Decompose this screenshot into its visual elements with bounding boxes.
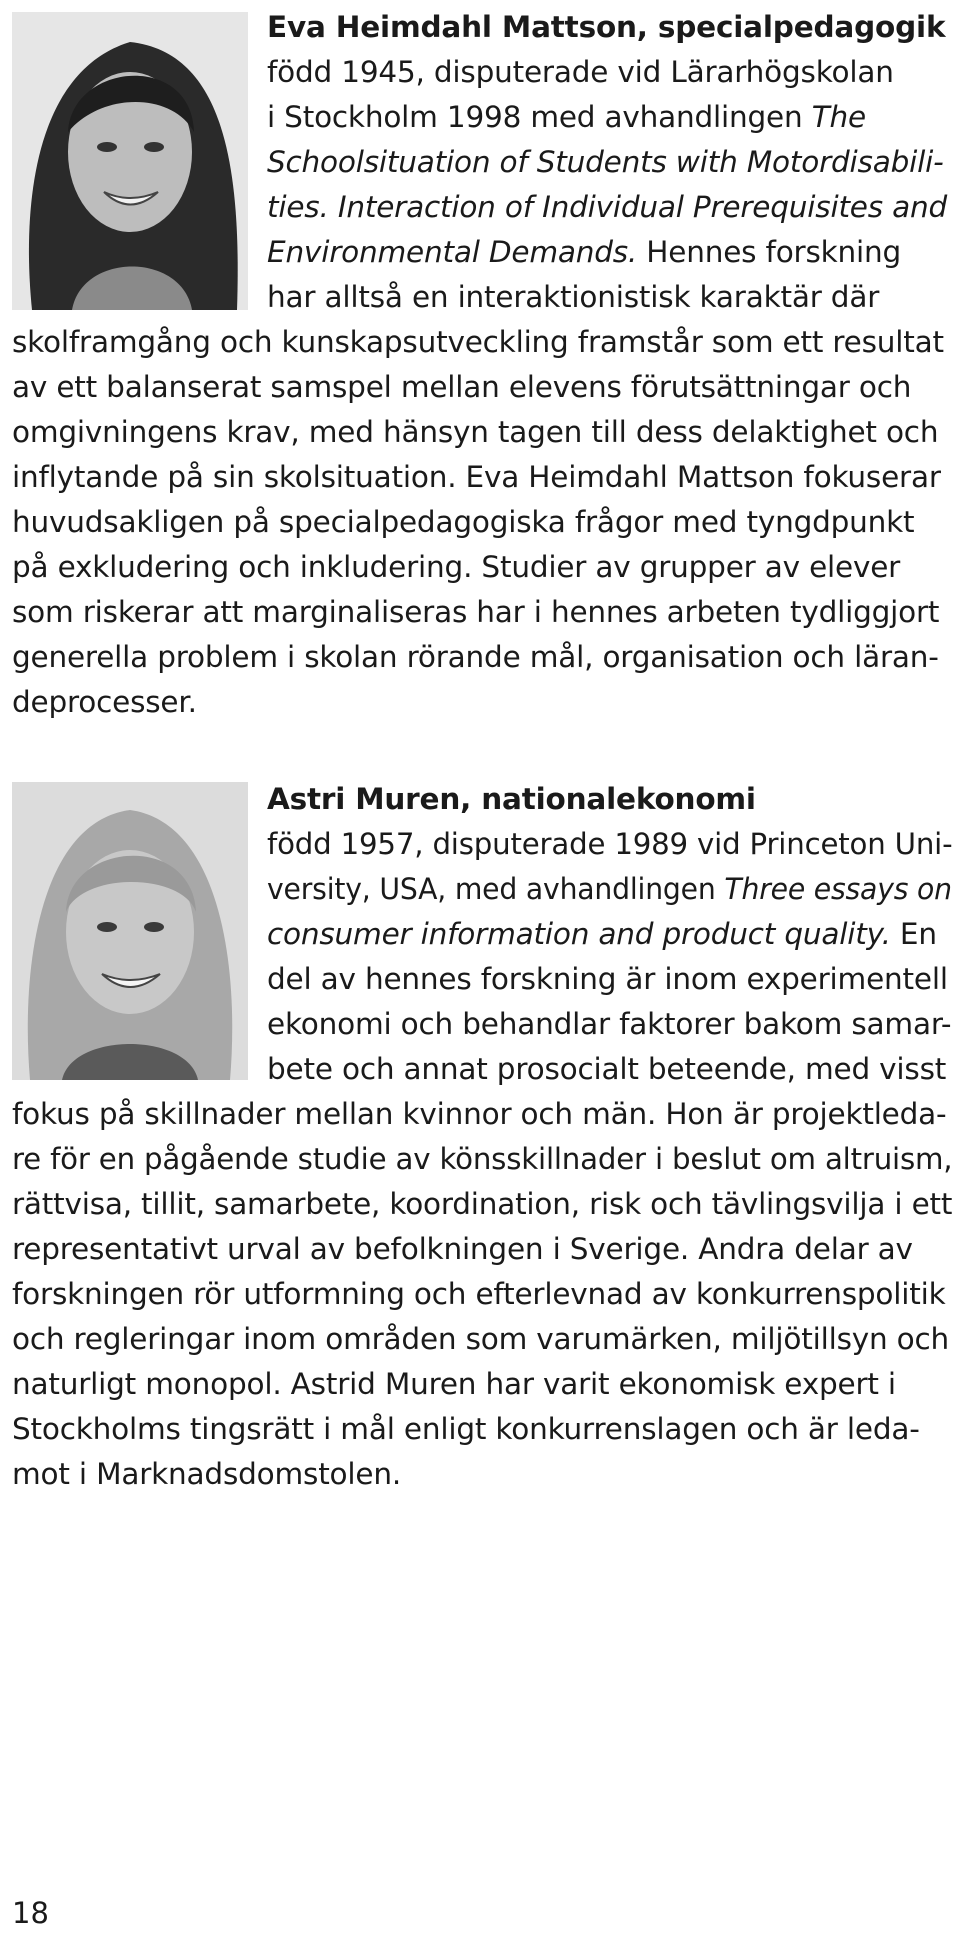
profile-name-heading: Eva Heimdahl Mattson, specialpedagogik [267, 10, 946, 44]
bio-line: naturligt monopol. Astrid Muren har varit ekonomisk expert i [12, 1367, 896, 1401]
profile-name-heading: Astri Muren, nationalekonomi [267, 782, 756, 816]
bio-line: rättvisa, tillit, samarbete, koordination, risk och tävlingsvilja i ett [12, 1187, 953, 1221]
bio-line: fokus på skillnader mellan kvinnor och män. Hon är projektleda- [12, 1097, 947, 1131]
bio-line: Environmental Demands. Hennes forskning [267, 235, 902, 269]
bio-line: re för en pågående studie av könsskillnader i beslut om altruism, [12, 1142, 953, 1176]
bio-line: generella problem i skolan rörande mål, organisation och läran- [12, 640, 939, 674]
bio-line: consumer information and product quality. En [267, 917, 937, 951]
bio-line: representativt urval av befolkningen i Sverige. Andra delar av [12, 1232, 913, 1266]
bio-line: versity, USA, med avhandlingen Three essays on [267, 872, 952, 906]
bio-line: född 1945, disputerade vid Lärarhögskolan [267, 55, 894, 89]
portrait-photo [12, 12, 248, 310]
bio-line: bete och annat prosocialt beteende, med visst [267, 1052, 947, 1086]
portrait-photo [12, 782, 248, 1080]
bio-line: omgivningens krav, med hänsyn tagen till dess delaktighet och [12, 415, 939, 449]
portrait-woman-icon [12, 12, 248, 310]
bio-line: på exkludering och inkludering. Studier av grupper av elever [12, 550, 901, 584]
bio-line: har alltså en interaktionistisk karaktär där [267, 280, 880, 314]
bio-line-thesis-title: ties. Interaction of Individual Prerequisites and [267, 190, 948, 224]
bio-line: huvudsakligen på specialpedagogiska frågor med tyngdpunkt [12, 505, 915, 539]
bio-line: född 1957, disputerade 1989 vid Princeton Uni- [267, 827, 953, 861]
bio-line: mot i Marknadsdomstolen. [12, 1457, 402, 1491]
bio-line: i Stockholm 1998 med avhandlingen The [267, 100, 866, 134]
bio-line: ekonomi och behandlar faktorer bakom samar- [267, 1007, 952, 1041]
bio-line: forskningen rör utformning och efterlevnad av konkurrenspolitik [12, 1277, 946, 1311]
bio-line: som riskerar att marginaliseras har i hennes arbeten tydliggjort [12, 595, 940, 629]
bio-line: inflytande på sin skolsituation. Eva Heimdahl Mattson fokuserar [12, 460, 941, 494]
bio-line: del av hennes forskning är inom experimentell [267, 962, 948, 996]
bio-line: Stockholms tingsrätt i mål enligt konkurrenslagen och är leda- [12, 1412, 920, 1446]
page-number: 18 [12, 1896, 49, 1930]
bio-line: deprocesser. [12, 685, 197, 719]
bio-line: av ett balanserat samspel mellan elevens förutsättningar och [12, 370, 912, 404]
bio-line: och regleringar inom områden som varumärken, miljötillsyn och [12, 1322, 950, 1356]
portrait-woman-icon [12, 782, 248, 1080]
bio-line: skolframgång och kunskapsutveckling framstår som ett resultat [12, 325, 944, 359]
bio-line-thesis-title: Schoolsituation of Students with Motordisabili- [267, 145, 944, 179]
